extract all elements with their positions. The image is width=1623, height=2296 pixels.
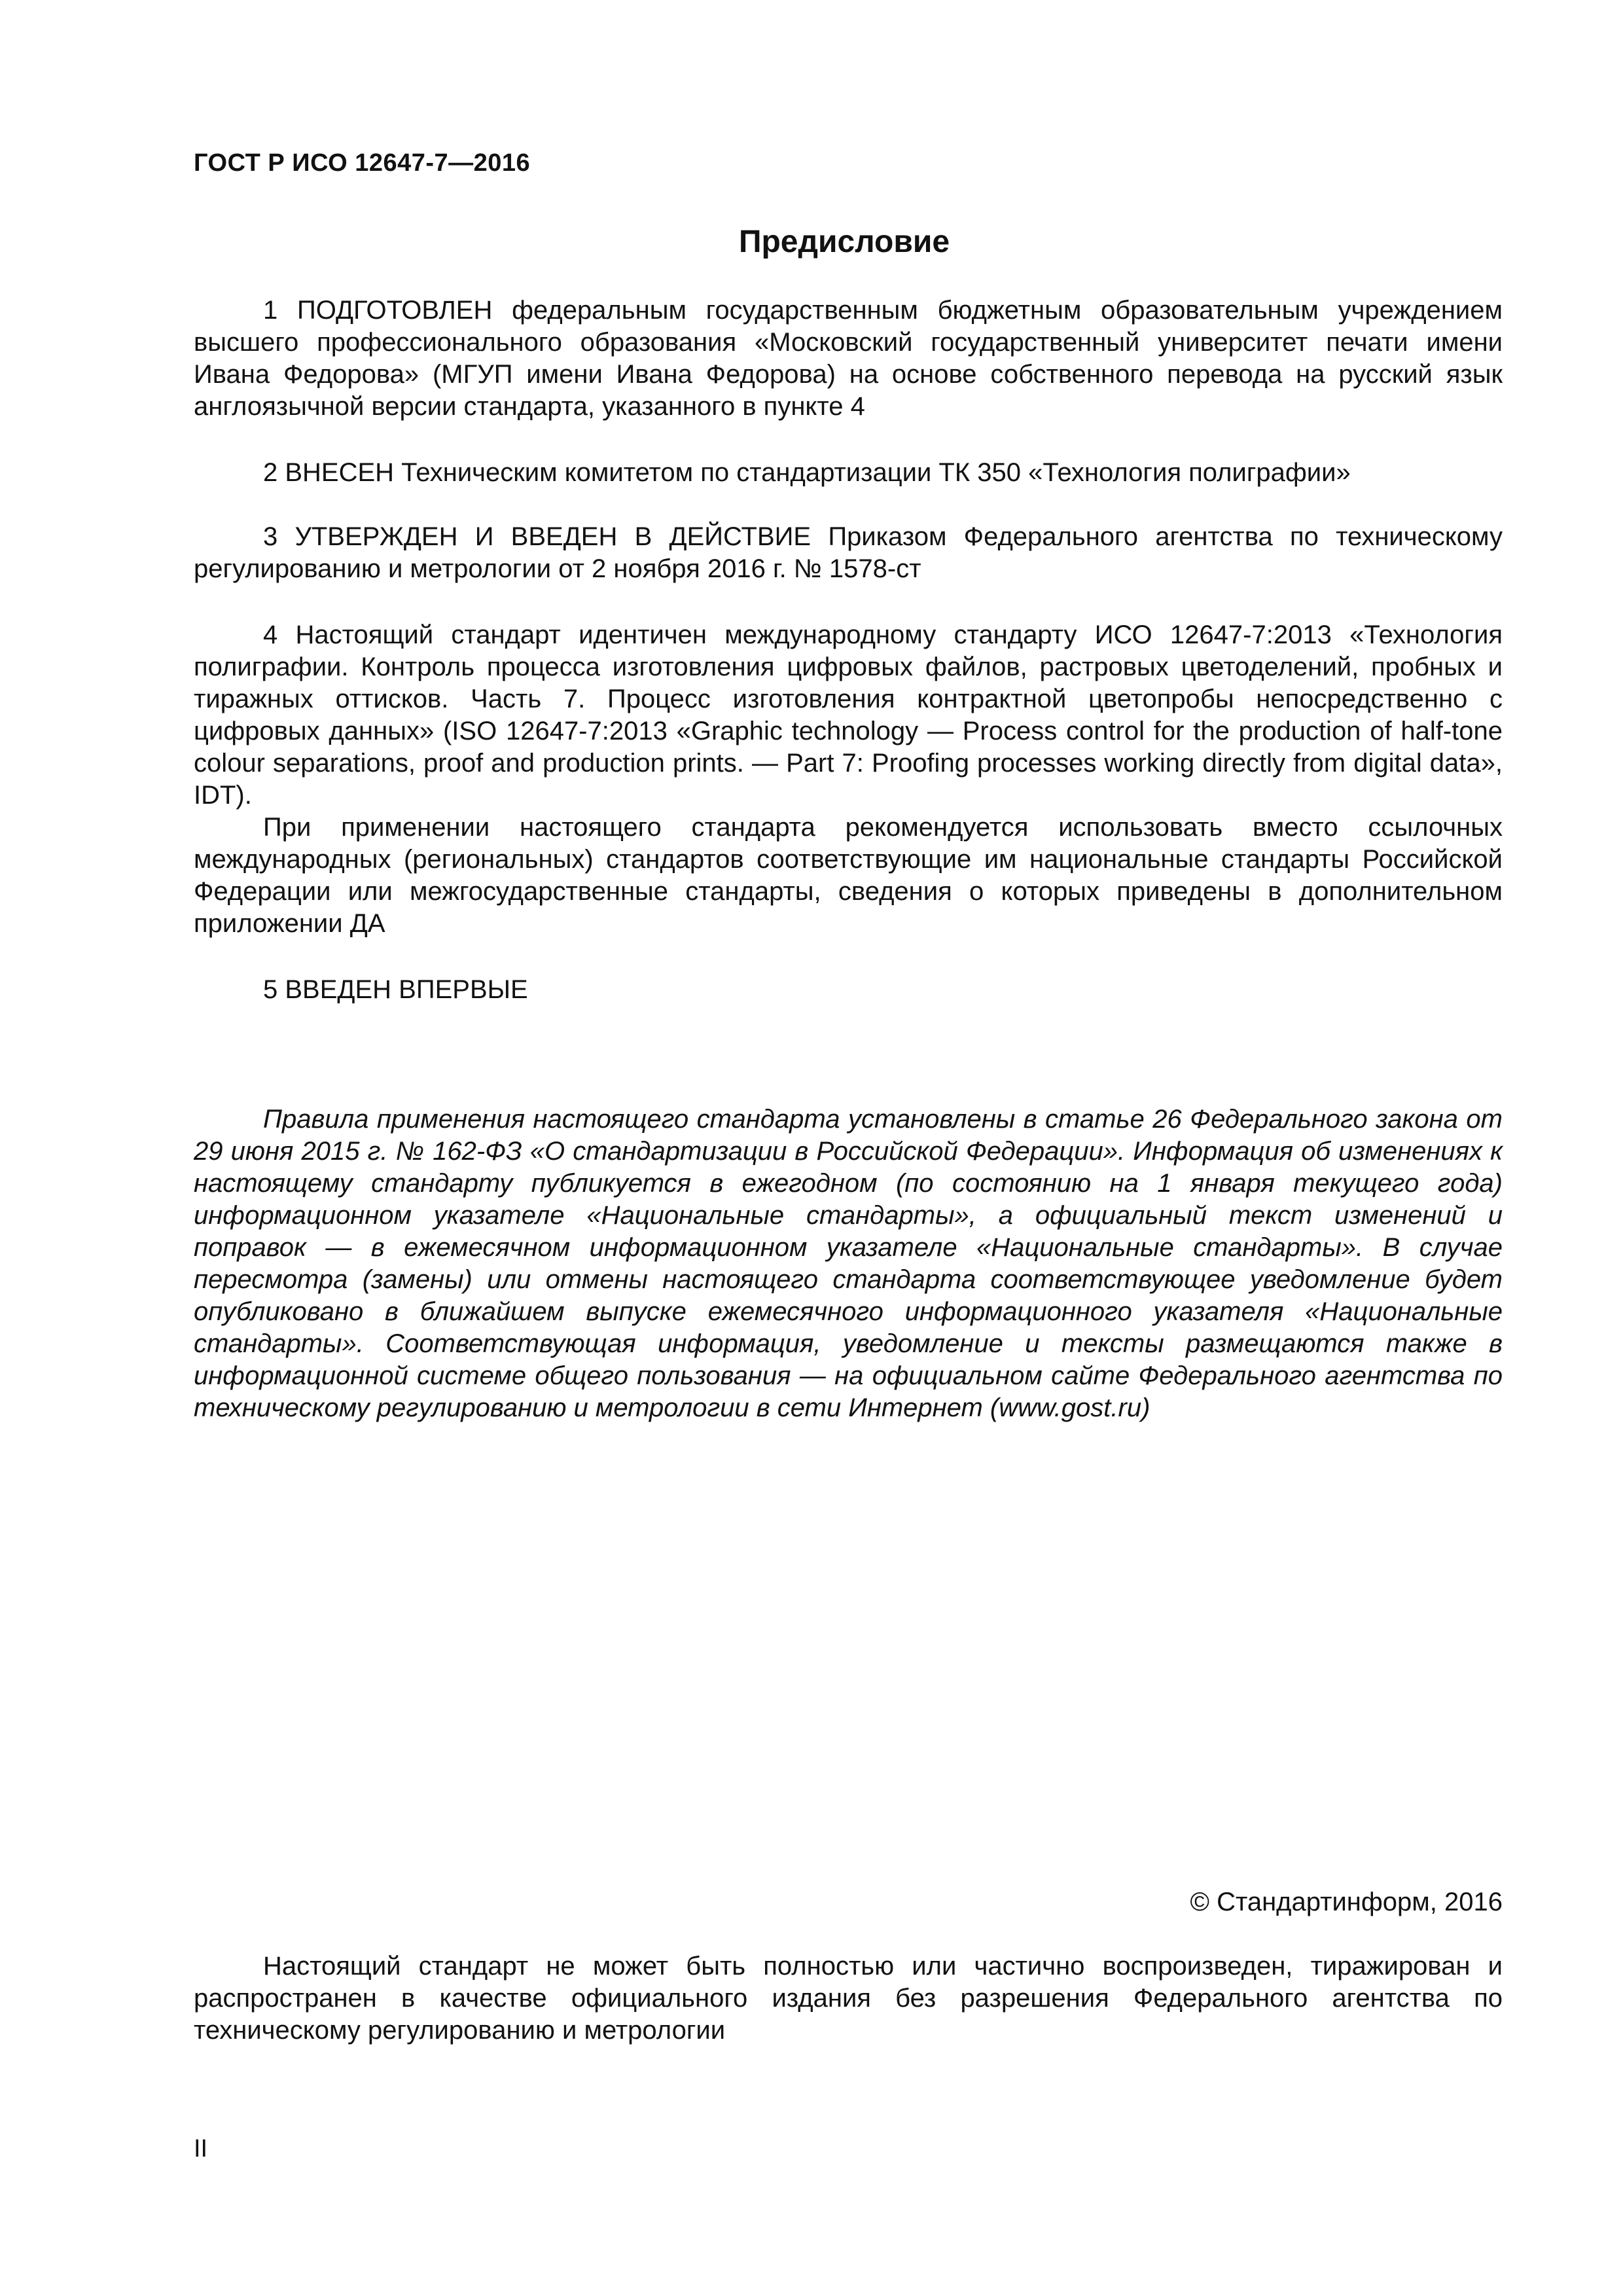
page-number: II bbox=[194, 2135, 208, 2162]
application-rules-notice-text: Правила применения настоящего стандарта установлены в статье 26 Федерального закона от 29 июня 2015 г. № 162-ФЗ «О стандартизации в Российской Федерации». Информация об изменениях к настоящему стандарту публикуется в ежегодном (по состоянию на 1 января текущего года) информационном указателе «Национальные стандарты», а официальный текст изменений и поправок — в ежемесячном информационном указателе «Национальные стандарты». В случае пересмотра (замены) или отмены настоящего стандарта соответствующее уведомление будет опубликовано в ближайшем выпуске ежемесячного информационного указателя «Национальные стандарты». Соответствующая информация, уведомление и тексты размещаются также в информационной системе общего пользования — на официальном сайте Федерального агентства по техническому регулированию и метрологии в сети Интернет (www.gost.ru) bbox=[194, 1105, 1503, 1422]
reproduction-notice-text: Настоящий стандарт не может быть полностью или частично воспроизведен, тиражирован и распространен в качестве официального издания без разрешения Федерального агентства по техническому регулированию и метрологии bbox=[194, 1952, 1503, 2045]
foreword-item-2 bbox=[194, 457, 1503, 489]
reproduction-notice bbox=[194, 1950, 1503, 2047]
foreword-item-3-text: 3 УТВЕРЖДЕН И ВВЕДЕН В ДЕЙСТВИЕ Приказом Федерального агентства по техническому регулированию и метрологии от 2 ноября 2016 г. № 1578-ст bbox=[194, 522, 1503, 583]
foreword-item-2-text: 2 ВНЕСЕН Техническим комитетом по стандартизации ТК 350 «Технология полиграфии» bbox=[263, 458, 1351, 487]
foreword-item-4-text: 4 Настоящий стандарт идентичен международному стандарту ИСО 12647-7:2013 «Технология полиграфии. Контроль процесса изготовления цифровых файлов, растровых цветоделений, пробных и тиражных оттисков. Часть 7. Процесс изготовления контрактной цветопробы непосредственно с цифровых данных» (ISO 12647-7:2013 «Graphic technology — Process control for the production of half-tone colour separations, proof and production prints. — Part 7: Proofing processes working directly from digital data», IDT). bbox=[194, 620, 1503, 810]
foreword-item-1-text: 1 ПОДГОТОВЛЕН федеральным государственным бюджетным образовательным учреждением высшего профессионального образования «Московский государственный университет печати имени Ивана Федорова» (МГУП имени Ивана Федорова) на основе собственного перевода на русский язык англоязычной версии стандарта, указанного в пункте 4 bbox=[194, 296, 1503, 421]
copyright-line: © Стандартинформ, 2016 bbox=[1190, 1888, 1503, 1916]
foreword-item-3 bbox=[194, 521, 1503, 585]
foreword-item-1 bbox=[194, 295, 1503, 423]
foreword-item-4-note: При применении настоящего стандарта рекомендуется использовать вместо ссылочных международных (региональных) стандартов соответствующие им национальные стандарты Российской Федерации или межгосударственные стандарты, сведения о которых приведены в дополнительном приложении ДА bbox=[194, 813, 1503, 938]
document-code: ГОСТ Р ИСО 12647-7—2016 bbox=[194, 149, 531, 177]
foreword-item-5 bbox=[194, 974, 1503, 1006]
application-rules-notice bbox=[194, 1103, 1503, 1424]
page-title: Предисловие bbox=[738, 224, 950, 259]
foreword-item-4 bbox=[194, 619, 1503, 940]
foreword-item-5-text: 5 ВВЕДЕН ВПЕРВЫЕ bbox=[263, 975, 528, 1004]
